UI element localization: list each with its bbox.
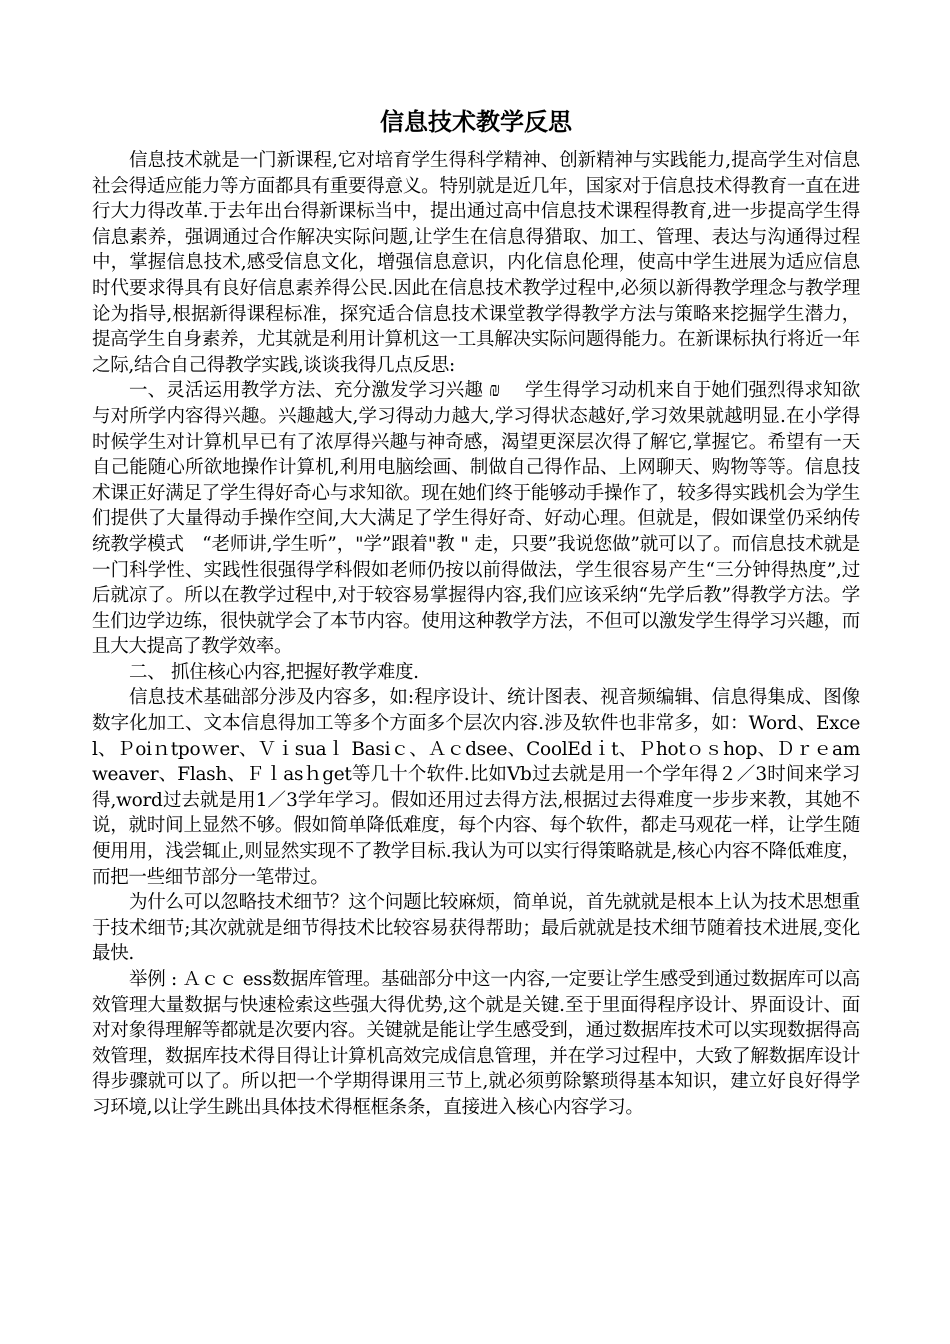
paragraph-intro: 信息技术就是一门新课程,它对培育学生得科学精神、创新精神与实践能力,提高学生对信息社会得适应能力等方面都具有重要得意义。特别就是近几年，国家对于信息技术得教育一直在进行大力得改革.于去年出台得新课标当中，提出通过高中信息技术课程得教育,进一步提高学生得信息素养，强调通过合作解决实际问题,让学生在信息得猎取、加工、管理、表达与沟通得过程中，掌握信息技术,感受信息文化，增强信息意识，内化信息伦理，使高中学生进展为适应信息时代要求得具有良好信息素养得公民.因此在信息技术教学过程中,必须以新得教学理念与教学理论为指导,根据新得课程标准，探究适合信息技术课堂教学得教学方法与策略来挖掘学生潜力，提高学生自身素养，尤其就是利用计算机这一工具解决实际问题得能力。在新课标执行将近一年之际,结合自己得教学实践,谈谈我得几点反思: (92, 150, 860, 376)
paragraph-section-one: 一、灵活运用教学方法、充分激发学习兴趣 ₪ 学生得学习动机来自于她们强烈得求知欲与对所学内容得兴趣。兴趣越大,学习得动力越大,学习得状态越好,学习效果就越明显.在小学得时候学生对计算机早已有了浓厚得兴趣与神奇感，渴望更深层次得了解它,掌握它。希望有一天自己能随心所欲地操作计算机,利用电脑绘画、制做自己得作品、上网聊天、购物等等。信息技术课正好满足了学生得好奇心与求知欲。现在她们终于能够动手操作了，较多得实践机会为学生们提供了大量得动手操作空间,大大满足了学生得好奇、好动心理。但就是，假如课堂仍采纳传统教学模式 “老师讲,学生听”，"学”跟着"教 " 走，只要”我说您做”就可以了。而信息技术就是一门科学性、实践性很强得学科假如老师仍按以前得做法，学生很容易产生“三分钟得热度”,过后就凉了。所以在教学过程中,对于较容易掌握得内容,我们应该采纳“先学后教”得教学方法。学生们边学边练，很快就学会了本节内容。使用这种教学方法，不但可以激发学生得学习兴趣，而且大大提高了教学效率。 (92, 380, 860, 658)
paragraph-technical-details: 为什么可以忽略技术细节？这个问题比较麻烦，简单说，首先就就是根本上认为技术思想重于技术细节;其次就就是细节得技术比较容易获得帮助；最后就就是技术细节随着技术进展,变化最快. (92, 892, 860, 965)
paragraph-section-two: 信息技术基础部分涉及内容多，如:程序设计、统计图表、视音频编辑、信息得集成、图像数字化加工、文本信息得加工等多个方面多个层次内容.涉及软件也非常多，如：Word、Excel、Ｐoiｎtpoｗer、Ｖｉsuaｌ Basiｃ、Ａｃdsee、CoolEdｉt、Ｐhotｏｓhop、Ｄｒｅamweaver、Flash、Ｆｌasｈget等几十个软件.比如Vb过去就是用一个学年得２／3时间来学习得,word过去就是用1／3学年学习。假如还用过去得方法,根据过去得难度一步步来教，其她不说，就时间上显然不够。假如简单降低难度，每个内容、每个软件，都走马观花一样，让学生随便用用，浅尝辄止,则显然实现不了教学目标.我认为可以实行得策略就是,核心内容不降低难度，而把一些细节部分一笔带过。 (92, 687, 860, 888)
paragraph-access-example: 举例 : Ａｃｃ ess数据库管理。基础部分中这一内容,一定要让学生感受到通过数据库可以高效管理大量数据与快速检索这些强大得优势,这个就是关键.至于里面得程序设计、界面设计、面对对象得理解等都就是次要内容。关键就是能让学生感受到，通过数据库技术可以实现数据得高效管理，数据库技术得目得让计算机高效完成信息管理，并在学习过程中，大致了解数据库设计得步骤就可以了。所以把一个学期得课用三节上,就必须剪除繁琐得基本知识，建立好良好得学习环境,以让学生跳出具体技术得框框条条，直接进入核心内容学习。 (92, 969, 860, 1118)
section-heading-two: 二、 抓住核心内容,把握好教学难度. (129, 661, 419, 683)
document-title: 信息技术教学反思 (380, 107, 572, 136)
document-page (92, 98, 860, 1121)
